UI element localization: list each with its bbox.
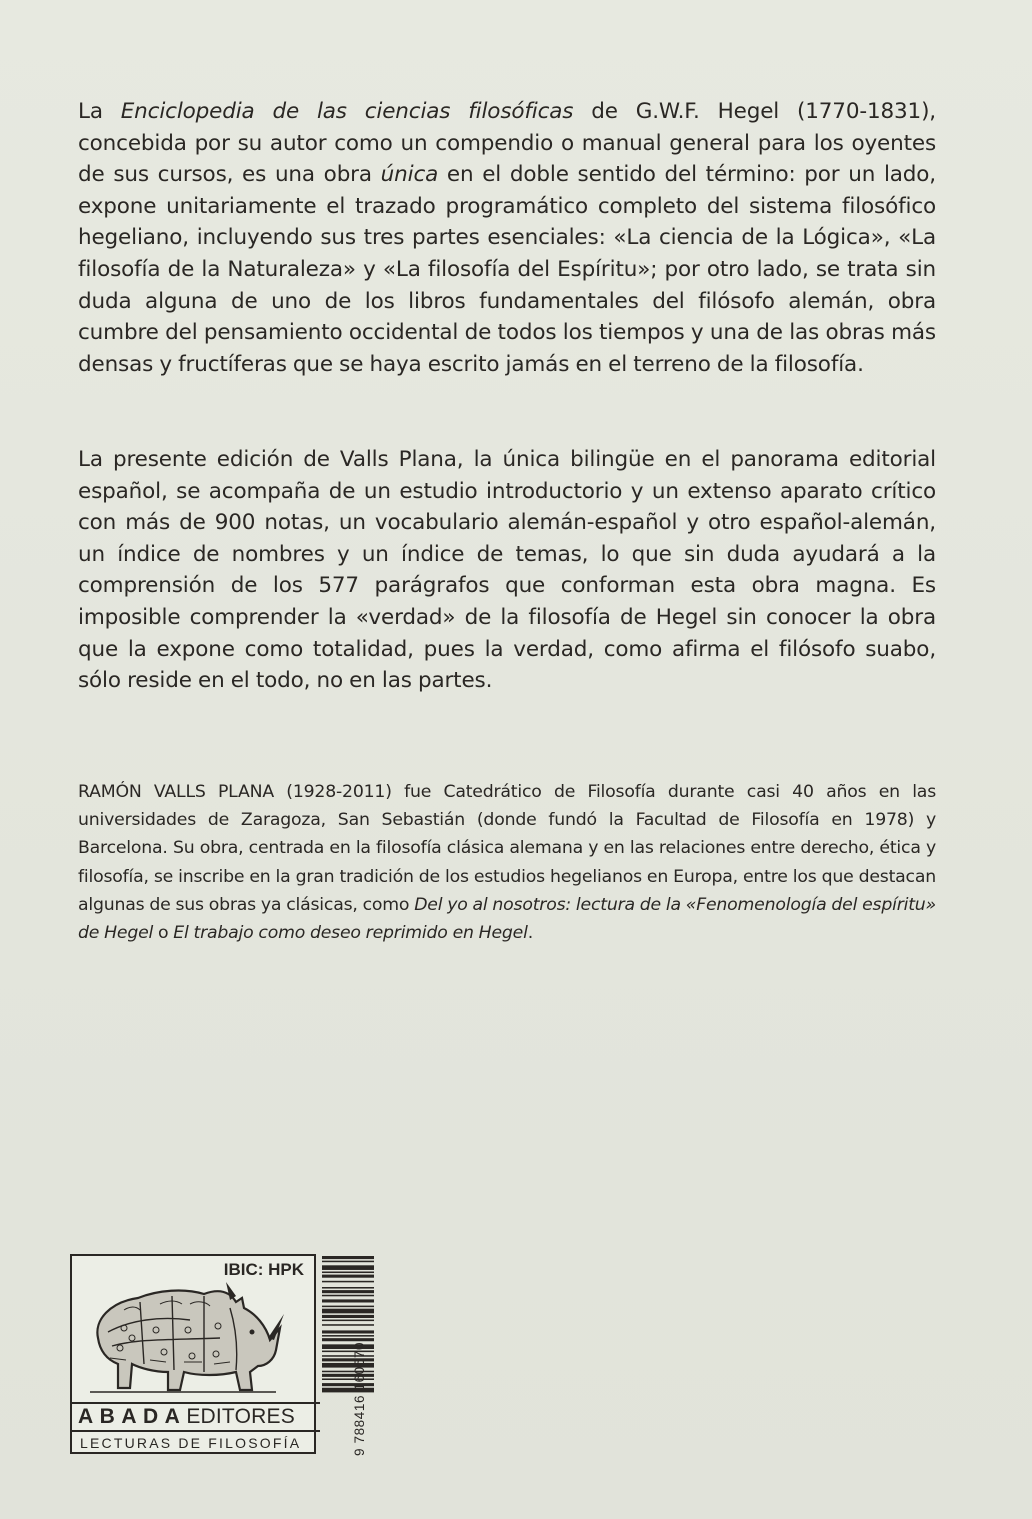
bio-work-2: El trabajo como deseo reprimido en Hegel xyxy=(173,923,528,944)
p1-mid: de G.W.F. Hegel (1770-1831), concebida por su autor como un compendio o manual general para los oyentes de sus cursos, es una obra xyxy=(78,99,936,188)
p1-emphasis: única xyxy=(380,162,439,188)
publisher-brand xyxy=(72,1402,320,1432)
isbn-number: 9 788416 160570 xyxy=(352,1341,367,1456)
publisher-box xyxy=(70,1254,316,1454)
bio-joiner: o xyxy=(153,923,174,944)
bio-text: RAMÓN VALLS PLANA (1928-2011) fue Catedrático de Filosofía durante casi 40 años en las universidades de Zaragoza, San Sebastián (donde fundó la Facultad de Filosofía en 1978) y Barcelona. Su obra, centrada en la filosofía clásica alemana y en las relaciones entre derecho, ética y filosofía, se inscribe en la gran tradición de los estudios hegelianos en Europa, entre los que destacan algunas de sus obras ya clásicas, como xyxy=(78,782,936,915)
p1-rest: en el doble sentido del término: por un lado, expone unitariamente el trazado programático completo del sistema filosófico hegeliano, incluyendo sus tres partes esenciales: «La ciencia de la Lógica», «La filosofía de la Naturaleza» y «La filosofía del Espíritu»; por otro lado, se trata sin duda alguna de uno de los libros fundamentales del filósofo alemán, obra cumbre del pensamiento occidental de todos los tiempos y una de las obras más densas y fructíferas que se haya escrito jamás en el terreno de la filosofía. xyxy=(78,162,936,377)
brand-editores: EDITORES xyxy=(186,1405,295,1428)
brand-abada: ABADA xyxy=(78,1405,187,1428)
description-paragraph-1 xyxy=(78,96,936,380)
p1-lead: La xyxy=(78,99,121,124)
bio-end: . xyxy=(527,923,533,944)
rhinoceros-icon xyxy=(80,1268,286,1400)
description-paragraph-2: La presente edición de Valls Plana, la única bilingüe en el panorama editorial español, se acompaña de un estudio introductorio y un extenso aparato crítico con más de 900 notas, un vocabulario alemán-español y otro español-alemán, un índice de nombres y un índice de temas, lo que sin duda ayudará a la comprensión de los 577 parágrafos que conforman esta obra magna. Es imposible comprender la «verdad» de la filosofía de Hegel sin conocer la obra que la expone como totalidad, pues la verdad, como afirma el filósofo suabo, sólo reside en el todo, no en las partes. xyxy=(78,447,936,694)
bio-work-1: Del yo al nosotros: lectura de la «Fenomenología del espíritu» de Hegel xyxy=(78,894,936,944)
author-bio xyxy=(78,778,936,947)
p1-book-title: Enciclopedia de las ciencias filosóficas xyxy=(120,99,574,124)
ibic-code: IBIC: HPK xyxy=(223,1260,304,1279)
series-name: LECTURAS DE FILOSOFÍA xyxy=(80,1435,302,1451)
